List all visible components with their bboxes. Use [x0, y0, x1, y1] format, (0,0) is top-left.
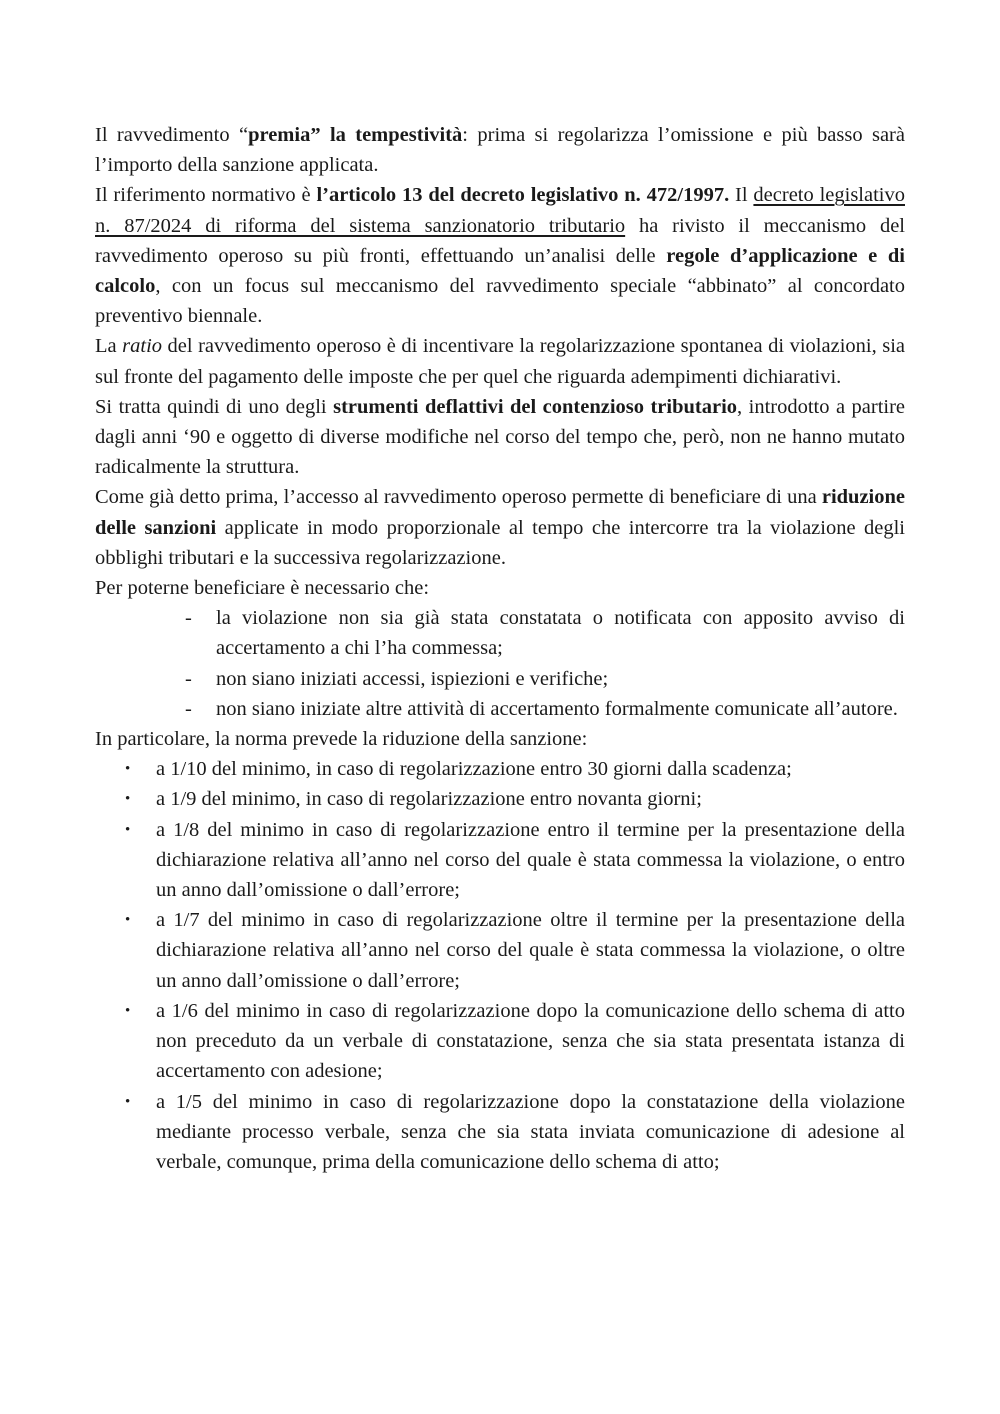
bullet-marker: • [125, 821, 131, 838]
list-item: • a 1/6 del minimo in caso di regolarizzazione dopo la comunicazione dello schema di atto non preceduto da un verbale di constatazione, senza che sia stata presentata istanza di accertamento con adesione; [95, 996, 905, 1087]
dash-marker: - [185, 607, 192, 630]
emphasis-regole: regole d’applicazione e di calcolo [95, 244, 905, 298]
paragraph-strumenti: Si tratta quindi di uno degli strumenti deflattivi del contenzioso tributario, introdotto a partire dagli anni ‘90 e oggetto di diverse modifiche nel corso del tempo che, però, non ne hanno mutato radicalmente la struttura. [95, 395, 906, 479]
bullet-marker: • [125, 912, 131, 929]
dash-marker: - [185, 697, 192, 720]
bullet-marker: • [125, 791, 131, 808]
list-item: • a 1/5 del minimo in caso di regolarizzazione dopo la constatazione della violazione mediante processo verbale, senza che sia stata inviata comunicazione di adesione al verbale, comunque, prima della comunicazione dello schema di atto; [95, 1087, 905, 1178]
list-item: • a 1/8 del minimo in caso di regolarizzazione entro il termine per la presentazione della dichiarazione relativa all’anno nel corso del quale è stata commessa la violazione, o entro un anno dall’omissione o dall’errore; [95, 815, 905, 906]
reductions-list [95, 754, 905, 1177]
requirements-list [95, 603, 905, 724]
paragraph-riduzione: Come già detto prima, l’accesso al ravvedimento operoso permette di beneficiare di una riduzione delle sanzioni applicate in modo proporzionale al tempo che intercorre tra la violazione degli obblighi tributari e la successiva regolarizzazione. [95, 486, 906, 569]
list-item: - la violazione non sia già stata constatata o notificata con apposito avviso di accertamento a chi l’ha commessa; [95, 603, 905, 663]
list-item: • a 1/7 del minimo in caso di regolarizzazione oltre il termine per la presentazione della dichiarazione relativa all’anno nel corso del quale è stata commessa la violazione, o oltre un anno dall’omissione o dall’errore; [95, 905, 905, 996]
paragraph-riduzione-sanzione: In particolare, la norma prevede la riduzione della sanzione: [95, 728, 588, 751]
paragraph-requisiti: Per poterne beneficiare è necessario che: [95, 577, 430, 600]
bullet-marker: • [125, 761, 131, 778]
paragraph-intro: Il ravvedimento “premia” la tempestività: prima si regolarizza l’omissione e più basso sarà l’importo della sanzione applicata. [95, 124, 905, 177]
document-page [95, 120, 905, 1177]
bullet-marker: • [125, 1002, 131, 1019]
link-decreto-87-2024[interactable]: decreto legislativo n. 87/2024 di riforma del sistema sanzionatorio tributario [95, 184, 905, 237]
emphasis-riduzione: riduzione delle sanzioni [95, 486, 905, 539]
emphasis-tempestivita: premia” la tempestività [248, 124, 463, 146]
emphasis-strumenti: strumenti deflattivi del contenzioso tributario [333, 395, 738, 418]
bullet-marker: • [125, 1093, 131, 1110]
emphasis-ratio: ratio [122, 335, 163, 358]
list-item: - non siano iniziate altre attività di accertamento formalmente comunicate all’autore. [95, 694, 905, 724]
list-item: • a 1/10 del minimo, in caso di regolarizzazione entro 30 giorni dalla scadenza; [95, 754, 905, 784]
emphasis-articolo: l’articolo 13 del decreto legislativo n. 472/1997. [316, 184, 730, 207]
paragraph-ratio: La ratio del ravvedimento operoso è di incentivare la regolarizzazione spontanea di violazioni, sia sul fronte del pagamento delle imposte che per quel che riguarda adempimenti dichiarativi. [95, 335, 905, 388]
dash-marker: - [185, 667, 192, 690]
list-item: - non siano iniziati accessi, ispiezioni e verifiche; [95, 664, 905, 694]
paragraph-normativa: Il riferimento normativo è l’articolo 13 del decreto legislativo n. 472/1997. Il decreto legislativo n. 87/2024 di riforma del sistema sanzionatorio tributario ha rivisto il meccanismo del ravvedimento operoso su più fronti, effettuando un’analisi delle regole d’applicazione e di calcolo, con un focus sul meccanismo del ravvedimento speciale “abbinato” al concordato preventivo biennale. [95, 184, 905, 328]
list-item: • a 1/9 del minimo, in caso di regolarizzazione entro novanta giorni; [95, 784, 905, 814]
